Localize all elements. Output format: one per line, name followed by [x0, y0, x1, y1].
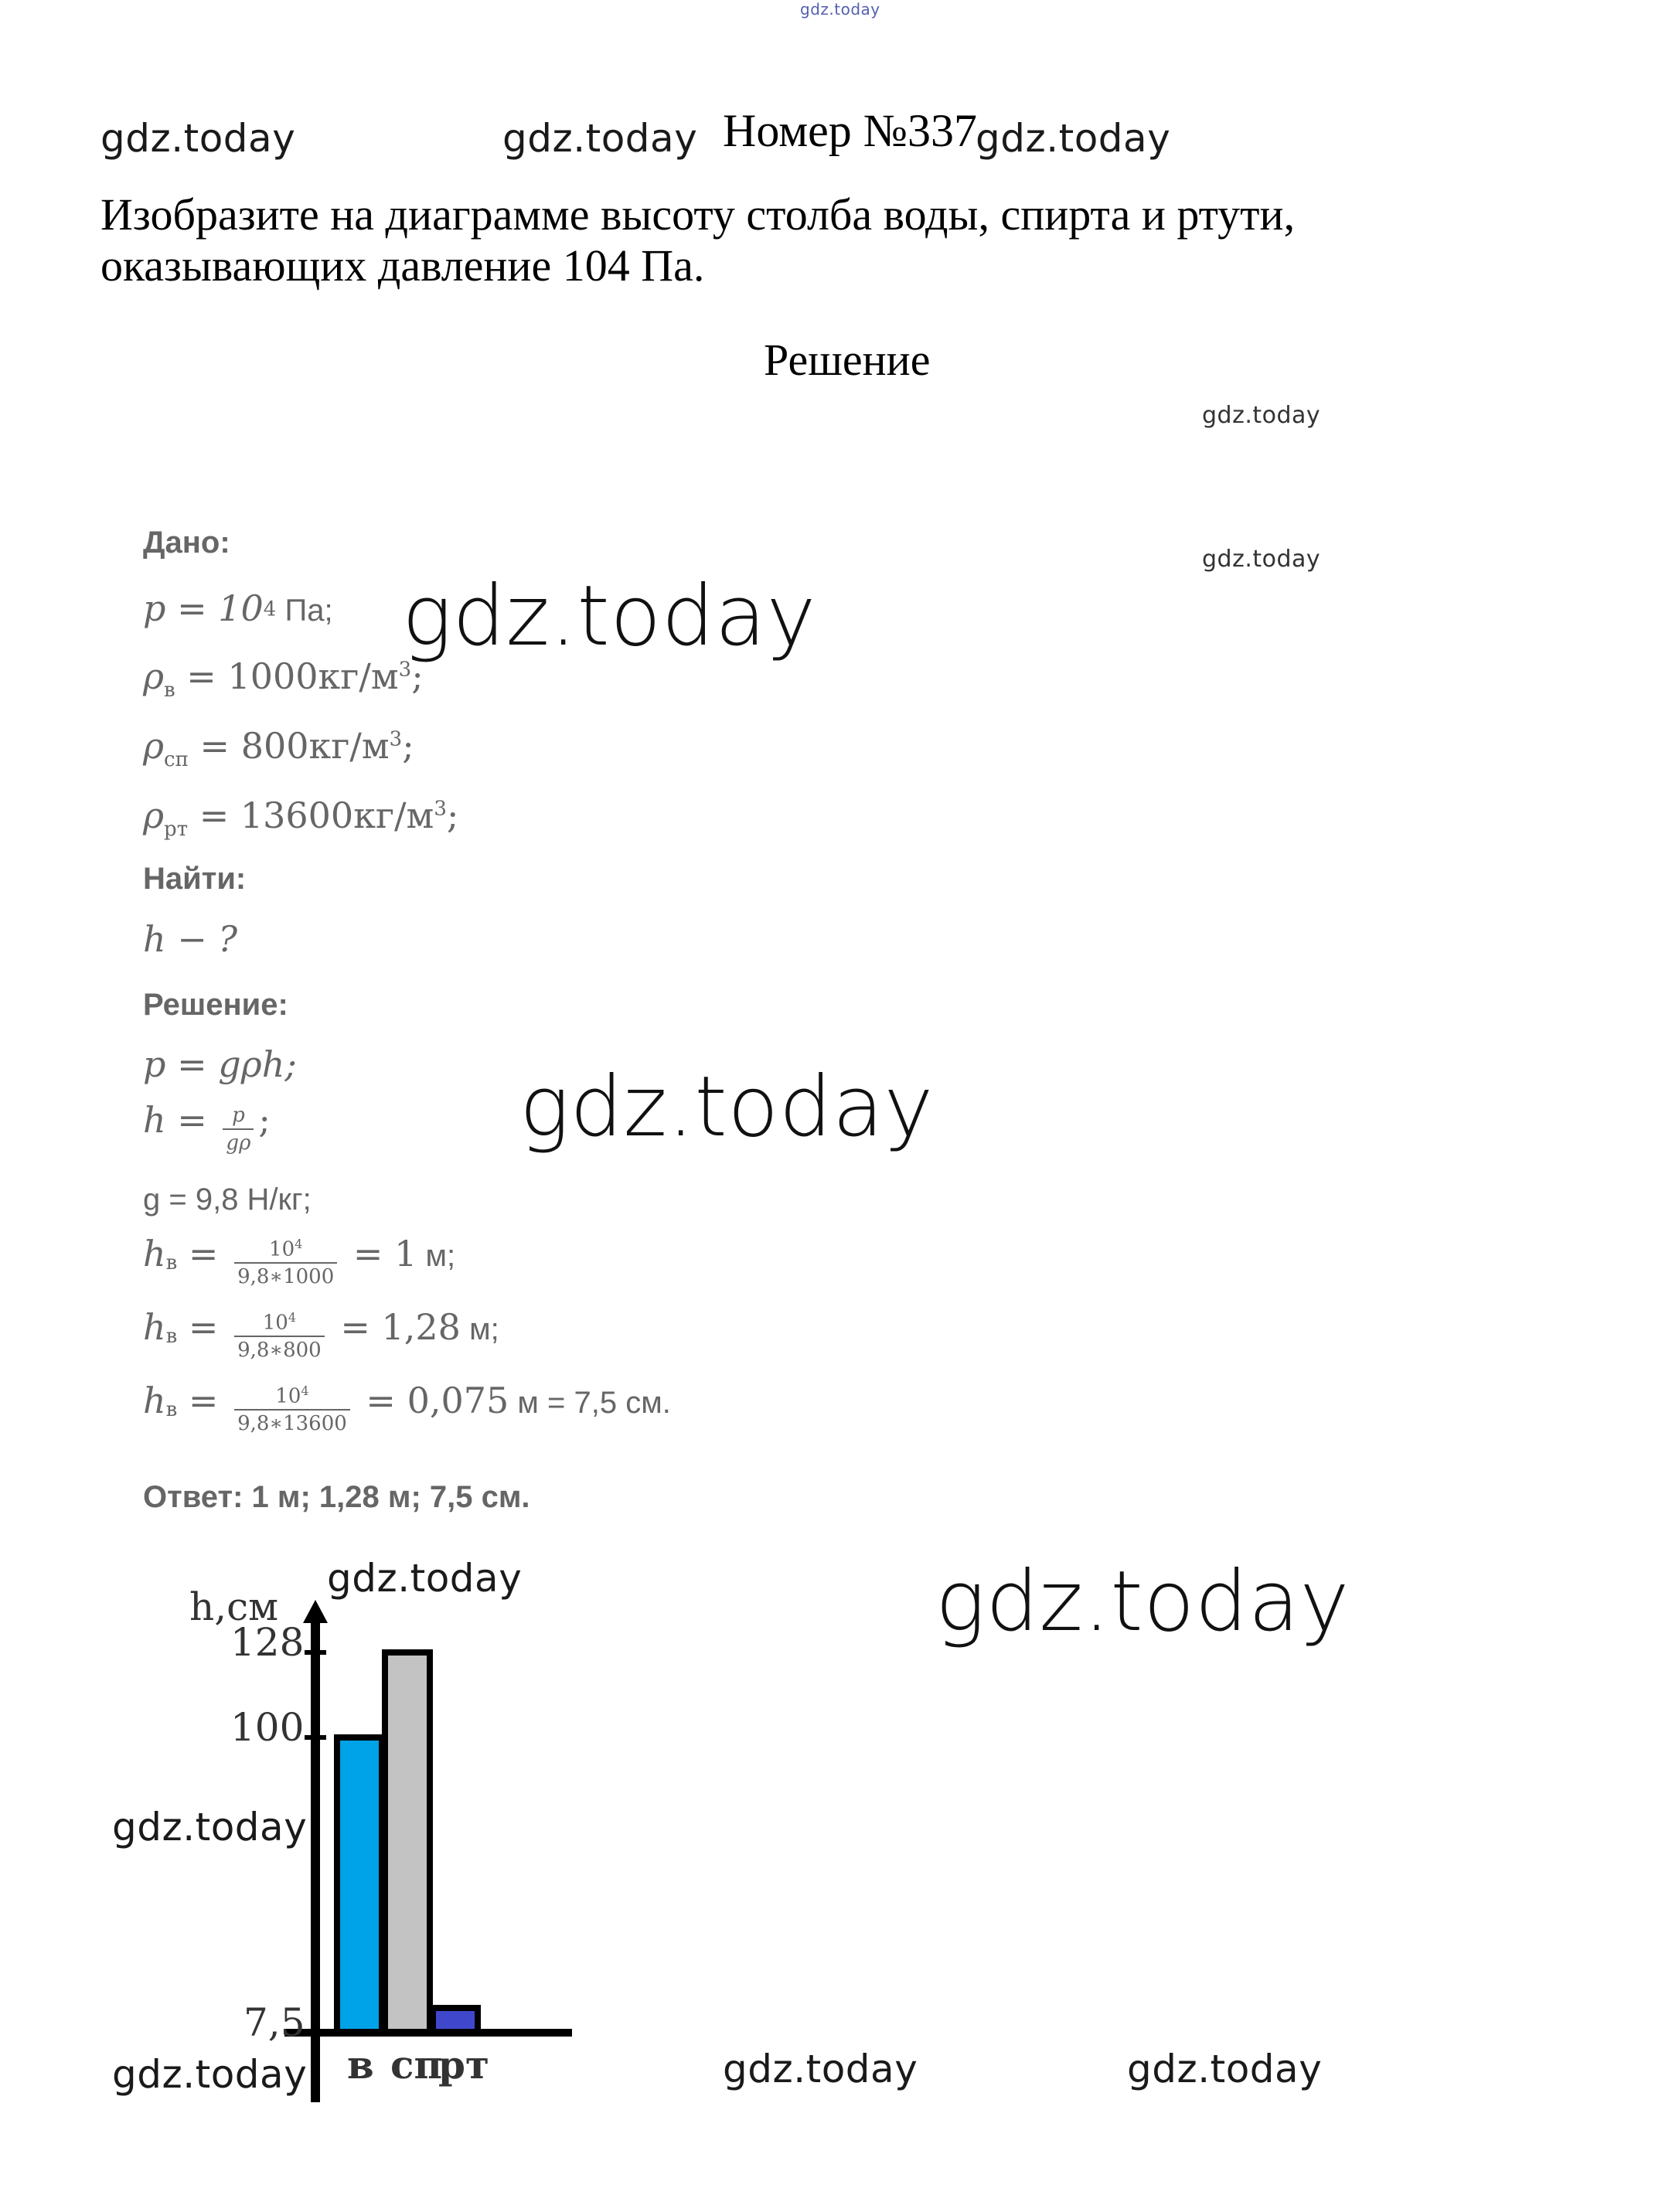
y-tick-label-2: 7,5 [243, 2000, 305, 2045]
result-water: $h_в$ = $\frac{10^4}{9,8∗1000}$ = 1 м; [143, 1233, 456, 1289]
x-tick-label-0: в [347, 2042, 374, 2088]
result-alcohol: $h_в$ = $\frac{10^4}{9,8∗800}$ = 1,28 м; [143, 1306, 499, 1363]
given-density-mercury: $\rho_{рт} = 13600кг/м^3$; [143, 795, 459, 842]
result-mercury: $h_в$ = $\frac{10^4}{9,8∗13600}$ = 0,075 м = 7,5 см. [143, 1380, 671, 1436]
watermark-chart-left: gdz.today [112, 1805, 308, 1850]
watermark-chart-top: gdz.today [327, 1556, 523, 1601]
task-text-line-2: оказывающих давление 104 Па. [100, 240, 705, 291]
y-axis-arrow [303, 1600, 328, 1623]
x-tick-label-1: сп [390, 2042, 443, 2088]
bar-1 [385, 1652, 430, 2033]
watermark-bottom-left: gdz.today [112, 2052, 308, 2097]
gravity-value: g = 9,8 Н/кг; [143, 1183, 312, 1217]
watermark-large-2: gdz.today [519, 1059, 934, 1155]
bar-0 [337, 1737, 382, 2033]
y-tick-label-0: 128 [230, 1620, 305, 1665]
watermark-header-left: gdz.today [100, 116, 296, 161]
find-label: Найти: [143, 862, 247, 896]
watermark-header-mid: gdz.today [502, 116, 698, 161]
given-density-water: $\rho_в = 1000кг/м^3$; [143, 655, 424, 703]
given-pressure: $p = 10^4$ Па; [143, 587, 333, 629]
watermark-bottom-right: gdz.today [1127, 2047, 1323, 2091]
given-density-alcohol: $\rho_{сп} = 800кг/м^3$; [143, 725, 414, 772]
watermark-header-right: gdz.today [976, 116, 1171, 161]
watermark-large-1: gdz.today [402, 568, 816, 665]
x-tick-label-2: рт [438, 2042, 489, 2088]
y-tick-label-1: 100 [230, 1705, 305, 1750]
find-h: h − ? [143, 918, 238, 960]
formula-h: h = $\frac{p}{g\rho}$ ; [143, 1099, 271, 1155]
watermark-small-1: gdz.today [1202, 402, 1321, 429]
formula-pressure: p = gρh; [143, 1043, 297, 1085]
watermark-top: gdz.today [800, 0, 880, 19]
solution-label: Решение: [143, 988, 288, 1022]
problem-title: Номер №337 [723, 105, 978, 156]
answer-line: Ответ: 1 м; 1,28 м; 7,5 см. [143, 1480, 530, 1514]
y-axis-label: h,см [189, 1584, 278, 1629]
height-bar-chart [178, 1569, 611, 2125]
task-text-line-1: Изобразите на диаграмме высоту столба воды, спирта и ртути, [100, 189, 1296, 240]
watermark-small-2: gdz.today [1202, 546, 1321, 573]
watermark-bottom-mid: gdz.today [723, 2047, 918, 2091]
watermark-large-3: gdz.today [935, 1554, 1350, 1650]
given-label: Дано: [143, 526, 230, 560]
solution-heading: Решение [764, 335, 931, 385]
